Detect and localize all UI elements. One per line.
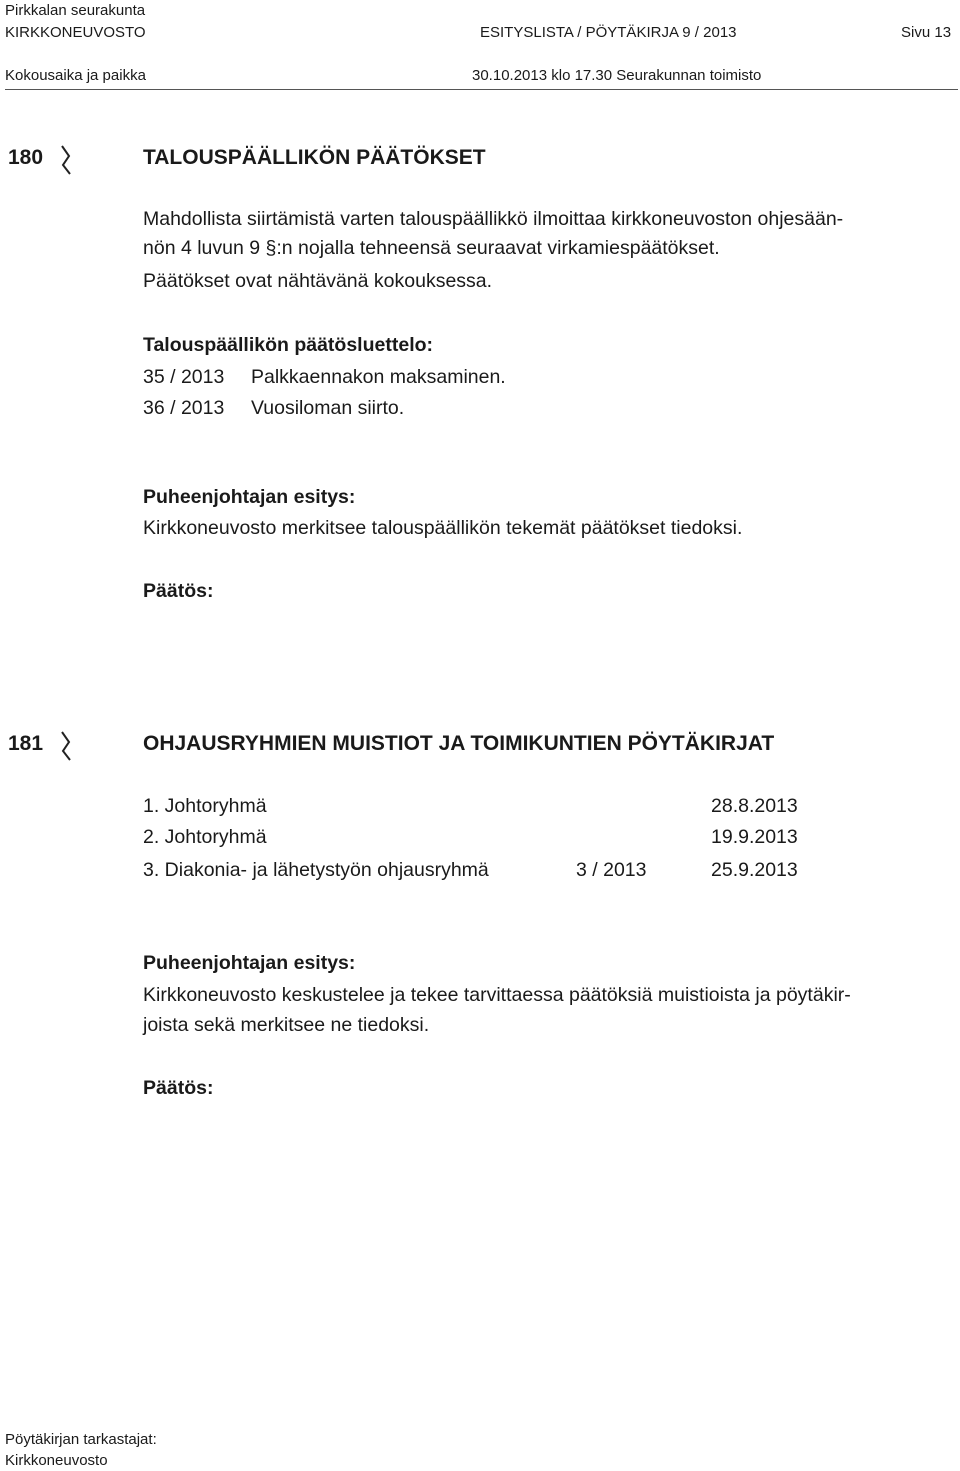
item-date: 19.9.2013 [711,826,798,848]
item-ref: 3 / 2013 [576,859,647,881]
item-name: 3. Diakonia- ja lähetystyön ohjausryhmä [143,859,489,881]
proposal-text: joista sekä merkitsee ne tiedoksi. [143,1014,430,1036]
item-date: 25.9.2013 [711,859,798,881]
header-org: Pirkkalan seurakunta [5,2,146,19]
meeting-label: Kokousaika ja paikka [5,67,146,84]
header-body-name: KIRKKONEUVOSTO [5,24,146,41]
item-name: 2. Johtoryhmä [143,826,267,848]
section-title: OHJAUSRYHMIEN MUISTIOT JA TOIMIKUNTIEN PÖYTÄKIRJAT [143,732,775,755]
meeting-value: 30.10.2013 klo 17.30 Seurakunnan toimisto [472,67,762,84]
proposal-heading: Puheenjohtajan esitys: [143,952,356,974]
section-number: 180 [8,146,44,169]
footer-body-name: Kirkkoneuvosto [5,1452,108,1469]
list-item-text: Vuosiloman siirto. [251,397,405,419]
intro-line: Päätökset ovat nähtävänä kokouksessa. [143,270,493,292]
list-item-text: Palkkaennakon maksaminen. [251,366,506,388]
header-doc-title: ESITYSLISTA / PÖYTÄKIRJA 9 / 2013 [480,24,737,41]
list-item-number: 35 / 2013 [143,366,225,388]
section-sign-icon [60,144,76,176]
footer-label: Pöytäkirjan tarkastajat: [5,1431,157,1448]
decision-heading: Päätös: [143,1077,214,1099]
item-name: 1. Johtoryhmä [143,795,267,817]
decision-heading: Päätös: [143,580,214,602]
proposal-text: Kirkkoneuvosto keskustelee ja tekee tarvittaessa päätöksiä muistioista ja pöytäkir- [143,984,851,1006]
proposal-heading: Puheenjohtajan esitys: [143,486,356,508]
section-number: 181 [8,732,44,755]
section-sign-icon [60,730,76,762]
intro-line: Mahdollista siirtämistä varten talouspäällikkö ilmoittaa kirkkoneuvoston ohjesään- [143,208,844,230]
intro-line: nön 4 luvun 9 §:n nojalla tehneensä seuraavat virkamiespäätökset. [143,237,720,259]
list-item-number: 36 / 2013 [143,397,225,419]
header-rule [5,89,958,90]
proposal-text: Kirkkoneuvosto merkitsee talouspäällikön tekemät päätökset tiedoksi. [143,517,743,539]
section-title: TALOUSPÄÄLLIKÖN PÄÄTÖKSET [143,146,486,169]
item-date: 28.8.2013 [711,795,798,817]
header-page-number: Sivu 13 [901,24,952,41]
list-heading: Talouspäällikön päätösluettelo: [143,334,434,356]
